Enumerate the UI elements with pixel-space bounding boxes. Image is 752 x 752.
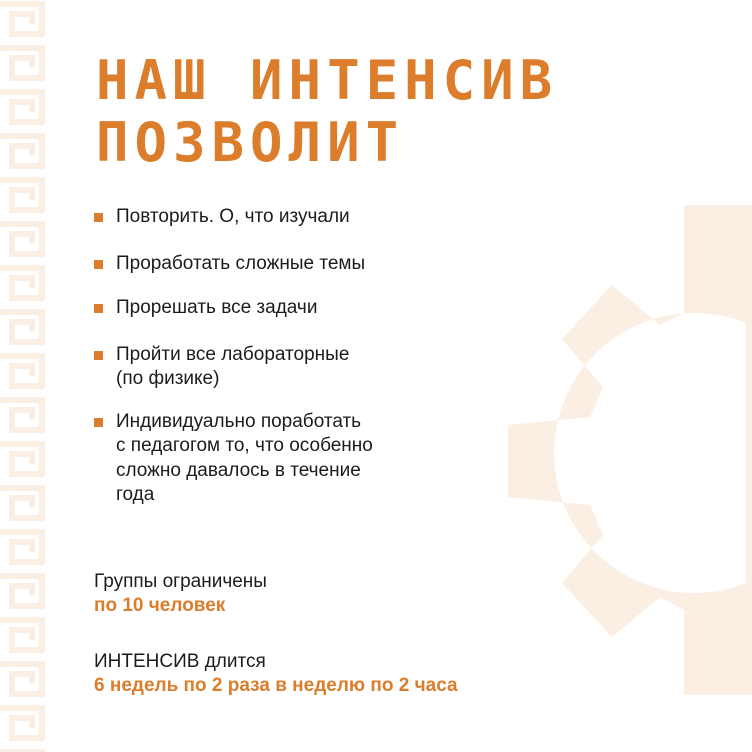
list-item [94,343,373,392]
list-item [94,252,373,277]
list-item-text: Пройти все лабораторные (по физике) [116,343,350,389]
list-item [94,205,373,230]
square-bullet-icon [94,260,103,269]
list-item-text: Индивидуально поработать с педагогом то, что особенно сложно давалось в течение года [116,410,373,505]
title-line-1: НАШ ИНТЕНСИВ [96,49,559,112]
group-size-label: Группы ограничены [94,571,267,592]
greek-key-border-icon [0,0,46,752]
list-item [94,296,373,321]
group-size-value: по 10 человек [94,595,226,616]
square-bullet-icon [94,213,103,222]
page-title [96,50,558,174]
list-item-text: Прорешать все задачи [116,297,318,318]
square-bullet-icon [94,304,103,313]
duration-label: ИНТЕНСИВ длится [94,651,266,672]
benefits-list [94,205,373,508]
title-line-2: ПОЗВОЛИТ [96,111,405,174]
duration-value: 6 недель по 2 раза в неделю по 2 часа [94,675,458,696]
list-item [94,410,373,508]
gear-icon [500,205,752,695]
square-bullet-icon [94,351,103,360]
group-size-info [94,570,267,618]
list-item-text: Повторить. О, что изучали [116,206,350,227]
list-item-text: Проработать сложные темы [116,252,366,274]
duration-info [94,650,458,698]
square-bullet-icon [94,418,103,427]
